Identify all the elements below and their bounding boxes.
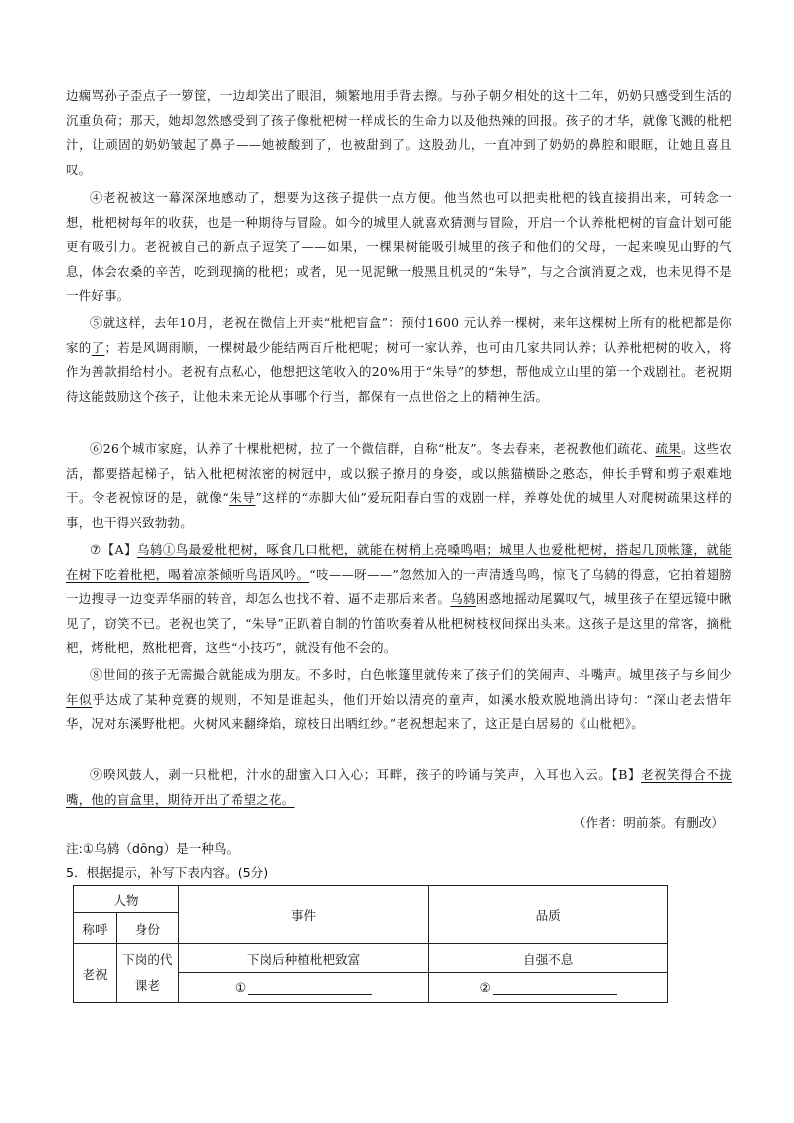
- blank-1-line[interactable]: [248, 980, 372, 995]
- cell-event-1: 下岗后种植枇杷致富: [178, 944, 429, 973]
- header-title: 称呼: [74, 913, 117, 944]
- p7-marker-a: ⑦【A】: [90, 542, 138, 557]
- cell-event-2[interactable]: [178, 973, 429, 1003]
- p5-text-a: ⑤就这样，去年10月，老祝在微信上开卖“枇杷盲盒”：预付1600 元认养一棵树，来年这棵树上所有的枇杷都是你家的: [66, 315, 732, 355]
- footnote: 注:①乌鸫（dōng）是一种鸟。: [66, 841, 240, 856]
- header-person: 人物: [74, 886, 179, 913]
- blank-1-label: ①: [234, 980, 247, 995]
- cell-quality-1: 自强不息: [429, 944, 668, 973]
- p6-underlined-word-2: 朱导: [229, 490, 256, 506]
- blank-2-line[interactable]: [493, 980, 617, 995]
- cell-name: 老祝: [74, 944, 117, 1003]
- answer-table: [73, 885, 668, 1003]
- header-quality: 品质: [429, 886, 668, 944]
- p6-text-b: 。这些农活，都要搭起梯子，钻入枇杷树浓密的树冠中，或以猴子撩月的身姿，或以熊猫横卧之憨态，伸长手臂和剪子艰难地干。令老祝惊讶的是，就像“: [66, 441, 733, 506]
- p8-text-b: 乎达成了某种竞赛的规则，不知是谁起头，他们开始以清亮的童声，如溪水般欢脱地淌出诗句：“深山老去惜年华，况对东溪野枇杷。火树风来翻绛焰，琼枝日出晒红纱。”老祝想起来了，这正是白居易的《山枇杷》。: [66, 691, 732, 732]
- p7-underlined-sentence: 乌鸫①鸟最爱枇杷树，啄食几口枇杷，就能在树梢上亮嗓鸣唱；城里人也爱枇杷树，搭起几顶帐篷，就能在树下吃着枇杷，喝着凉茶倾听鸟语风吟。: [66, 542, 732, 582]
- article-paragraph-5: [66, 311, 732, 409]
- p9-text-a: ⑨暌风鼓人，剥一只枇杷，汁水的甜蜜入口入心；耳畔，孩子的吟诵与笑声，入耳也入云。【B】: [90, 767, 642, 782]
- article-paragraph-6: [66, 437, 732, 535]
- p7-underlined-word: 乌鸫: [450, 591, 476, 607]
- article-paragraph-7: [66, 538, 732, 661]
- header-event: 事件: [178, 886, 429, 944]
- cell-identity: 下岗的代课老: [116, 944, 178, 1003]
- p7-text-b: “吱——呀——”忽然加入的一声清透鸟鸣，惊飞了乌鸫的得意，它拍着翅膀一边搜寻一边变弄华丽的转音，却怎么也找不着、逼不走那后来者。: [66, 566, 733, 607]
- p8-text-a: ⑧世间的孩子无需撮合就能成为朋友。不多时，白色帐篷里就传来了孩子们的笑闹声、斗嘴声。城里孩子与乡间少: [90, 667, 732, 682]
- p6-underlined-word-1: 疏果: [655, 441, 682, 456]
- p8-underlined-word: 年似: [66, 691, 93, 707]
- p6-text-c: ”这样的“赤脚大仙”爱玩阳春白雪的戏剧一样，养尊处优的城里人对爬树疏果这样的事，也干得兴致勃勃。: [66, 490, 733, 530]
- p9-underlined-sentence: 老祝笑得合不拢嘴，他的盲盒里，期待开出了希望之花。: [66, 767, 732, 807]
- p7-text-c: 困惑地摇动尾翼叹气，城里孩子在望远镜中瞅见了，窃笑不已。老祝也笑了，“朱导”正趴着自制的竹笛吹奏着从枇杷树枝杈间探出头来。这孩子是这里的常客，摘枇杷，烤枇杷，熬枇杷膏，这些“小技巧”，就没有他不会的。: [66, 591, 732, 656]
- article-paragraph-4: ④老祝被这一幕深深地感动了，想要为这孩子提供一点方便。他当然也可以把卖枇杷的钱直接捐出来，可转念一想，枇杷树每年的收获，也是一种期待与冒险。如今的城里人就喜欢猜测与冒险，开启一个认养枇杷树的盲盒计划可能更有吸引力。老祝被自己的新点子逗笑了——如果，一棵果树能吸引城里的孩子和他们的父母，一起来嗅见山野的气息，体会农桑的辛苦，吃到现摘的枇杷；或者，见一见泥鳅一般黑且机灵的“朱导”，与之合演消夏之戏，也未见得不是一件好事。: [66, 190, 732, 304]
- p5-underlined-word: 了: [91, 339, 105, 355]
- cell-quality-2[interactable]: [429, 973, 668, 1003]
- question-5: 5．根据提示，补写下表内容。(5分): [66, 865, 269, 880]
- article-source: （作者：明前茶。有删改）: [572, 815, 724, 830]
- blank-2-label: ②: [479, 980, 491, 995]
- article-paragraph-continued: 边瘸骂孙子歪点子一箩筐，一边却笑出了眼泪，频繁地用手背去擦。与孙子朝夕相处的这十二年，奶奶只感受到生活的沉重负荷；那天，她却忽然感受到了孩子像枇杷树一样成长的生命力以及他热辣的回报。孩子的才华，就像飞溅的枇杷汁，让顽固的奶奶皱起了鼻子——她被酸到了，也被甜到了。这股劲儿，一直冲到了奶奶的鼻腔和眼眶，让她且喜且叹。: [66, 88, 732, 177]
- p5-text-b: ；若是风调雨顺，一棵树最少能结两百斤枇杷呢；树可一家认养，也可由几家共同认养；认养枇杷树的收入，将作为善款捐给村小。老祝有点私心，他想把这笔收入的20%用于“朱导”的梦想，帮他成立山里的第一个戏剧社。老祝期待这能鼓励这个孩子，让他未来无论从事哪个行当，都保有一点世俗之上的精神生活。: [66, 339, 732, 404]
- p6-text-a: ⑥26个城市家庭，认养了十棵枇杷树，拉了一个微信群，自称“枇友”。冬去春来，老祝教他们疏花、: [90, 441, 656, 456]
- article-paragraph-9: [66, 763, 732, 812]
- article-paragraph-8: [66, 663, 732, 737]
- header-identity: 身份: [116, 913, 178, 944]
